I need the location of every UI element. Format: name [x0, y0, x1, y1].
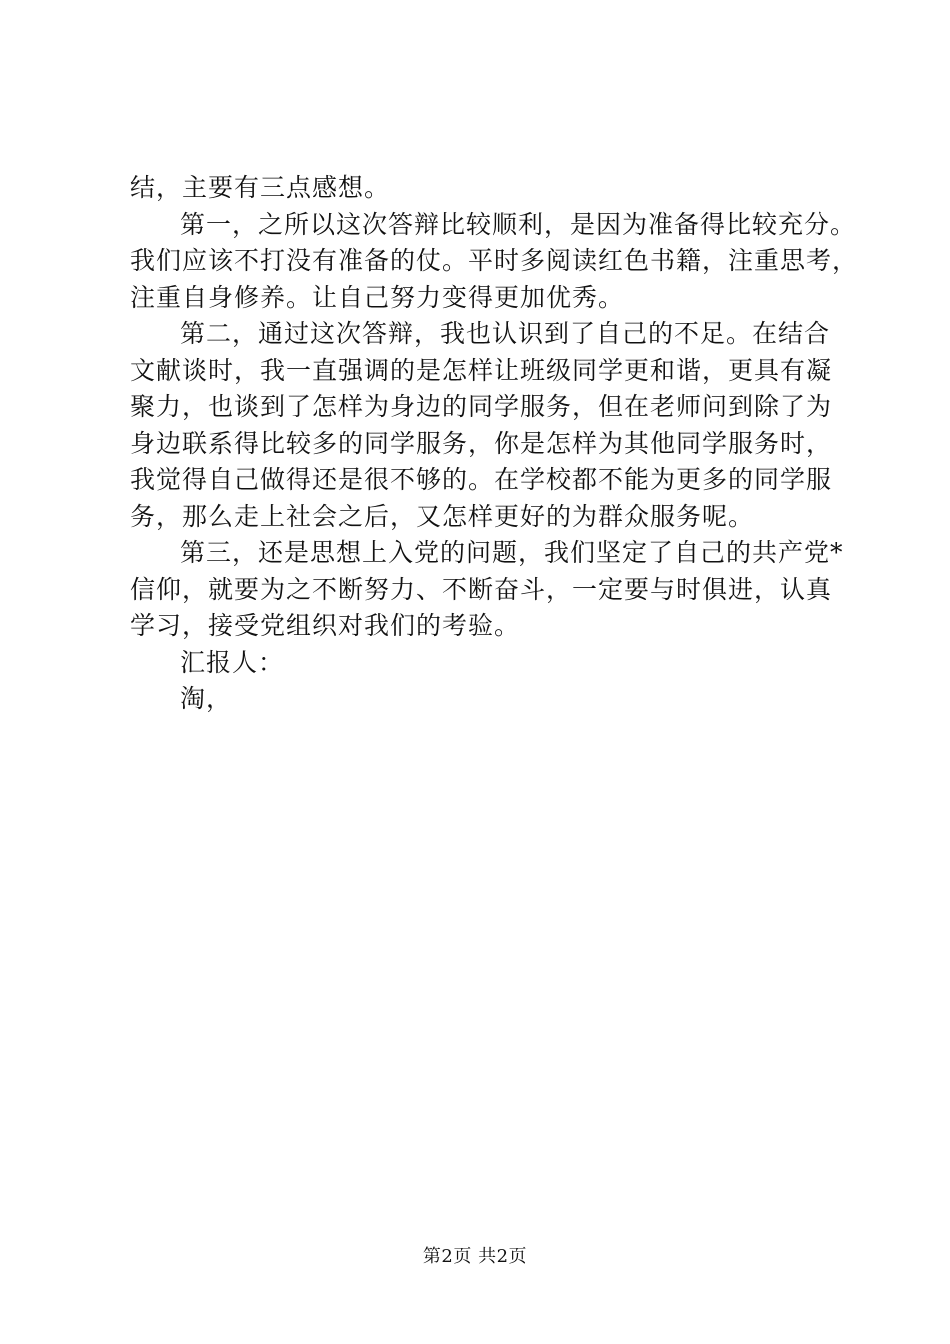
text-line: 我们应该不打没有准备的仗。平时多阅读红色书籍，注重思考， [130, 246, 859, 275]
reporter-label: 汇报人： [180, 647, 285, 677]
signature-line: 淘， [180, 684, 233, 713]
page-number-footer: 第2页 共2页 [422, 1246, 528, 1267]
text-line: 身边联系得比较多的同学服务，你是怎样为其他同学服务时， [130, 428, 833, 458]
text-line: 结，主要有三点感想。 [130, 173, 391, 202]
text-line: 文献谈时，我一直强调的是怎样让班级同学更和谐，更具有凝 [130, 355, 833, 385]
text-line: 聚力，也谈到了怎样为身边的同学服务，但在老师问到除了为 [130, 392, 833, 421]
document-body [130, 170, 859, 718]
text-line: 我觉得自己做得还是很不够的。在学校都不能为更多的同学服 [130, 465, 833, 494]
text-line: 注重自身修养。让自己努力变得更加优秀。 [130, 282, 625, 312]
paragraph-second-point: 第二，通过这次答辩，我也认识到了自己的不足。在结合 [180, 319, 831, 348]
paragraph-third-point: 第三，还是思想上入党的问题，我们坚定了自己的共产党* [180, 538, 844, 567]
text-line: 务，那么走上社会之后，又怎样更好的为群众服务呢。 [130, 501, 755, 531]
paragraph-first-point: 第一，之所以这次答辩比较顺利，是因为准备得比较充分。 [180, 209, 857, 239]
text-line: 学习，接受党组织对我们的考验。 [130, 611, 521, 640]
text-line: 信仰，就要为之不断努力、不断奋斗，一定要与时俱进，认真 [130, 574, 833, 604]
